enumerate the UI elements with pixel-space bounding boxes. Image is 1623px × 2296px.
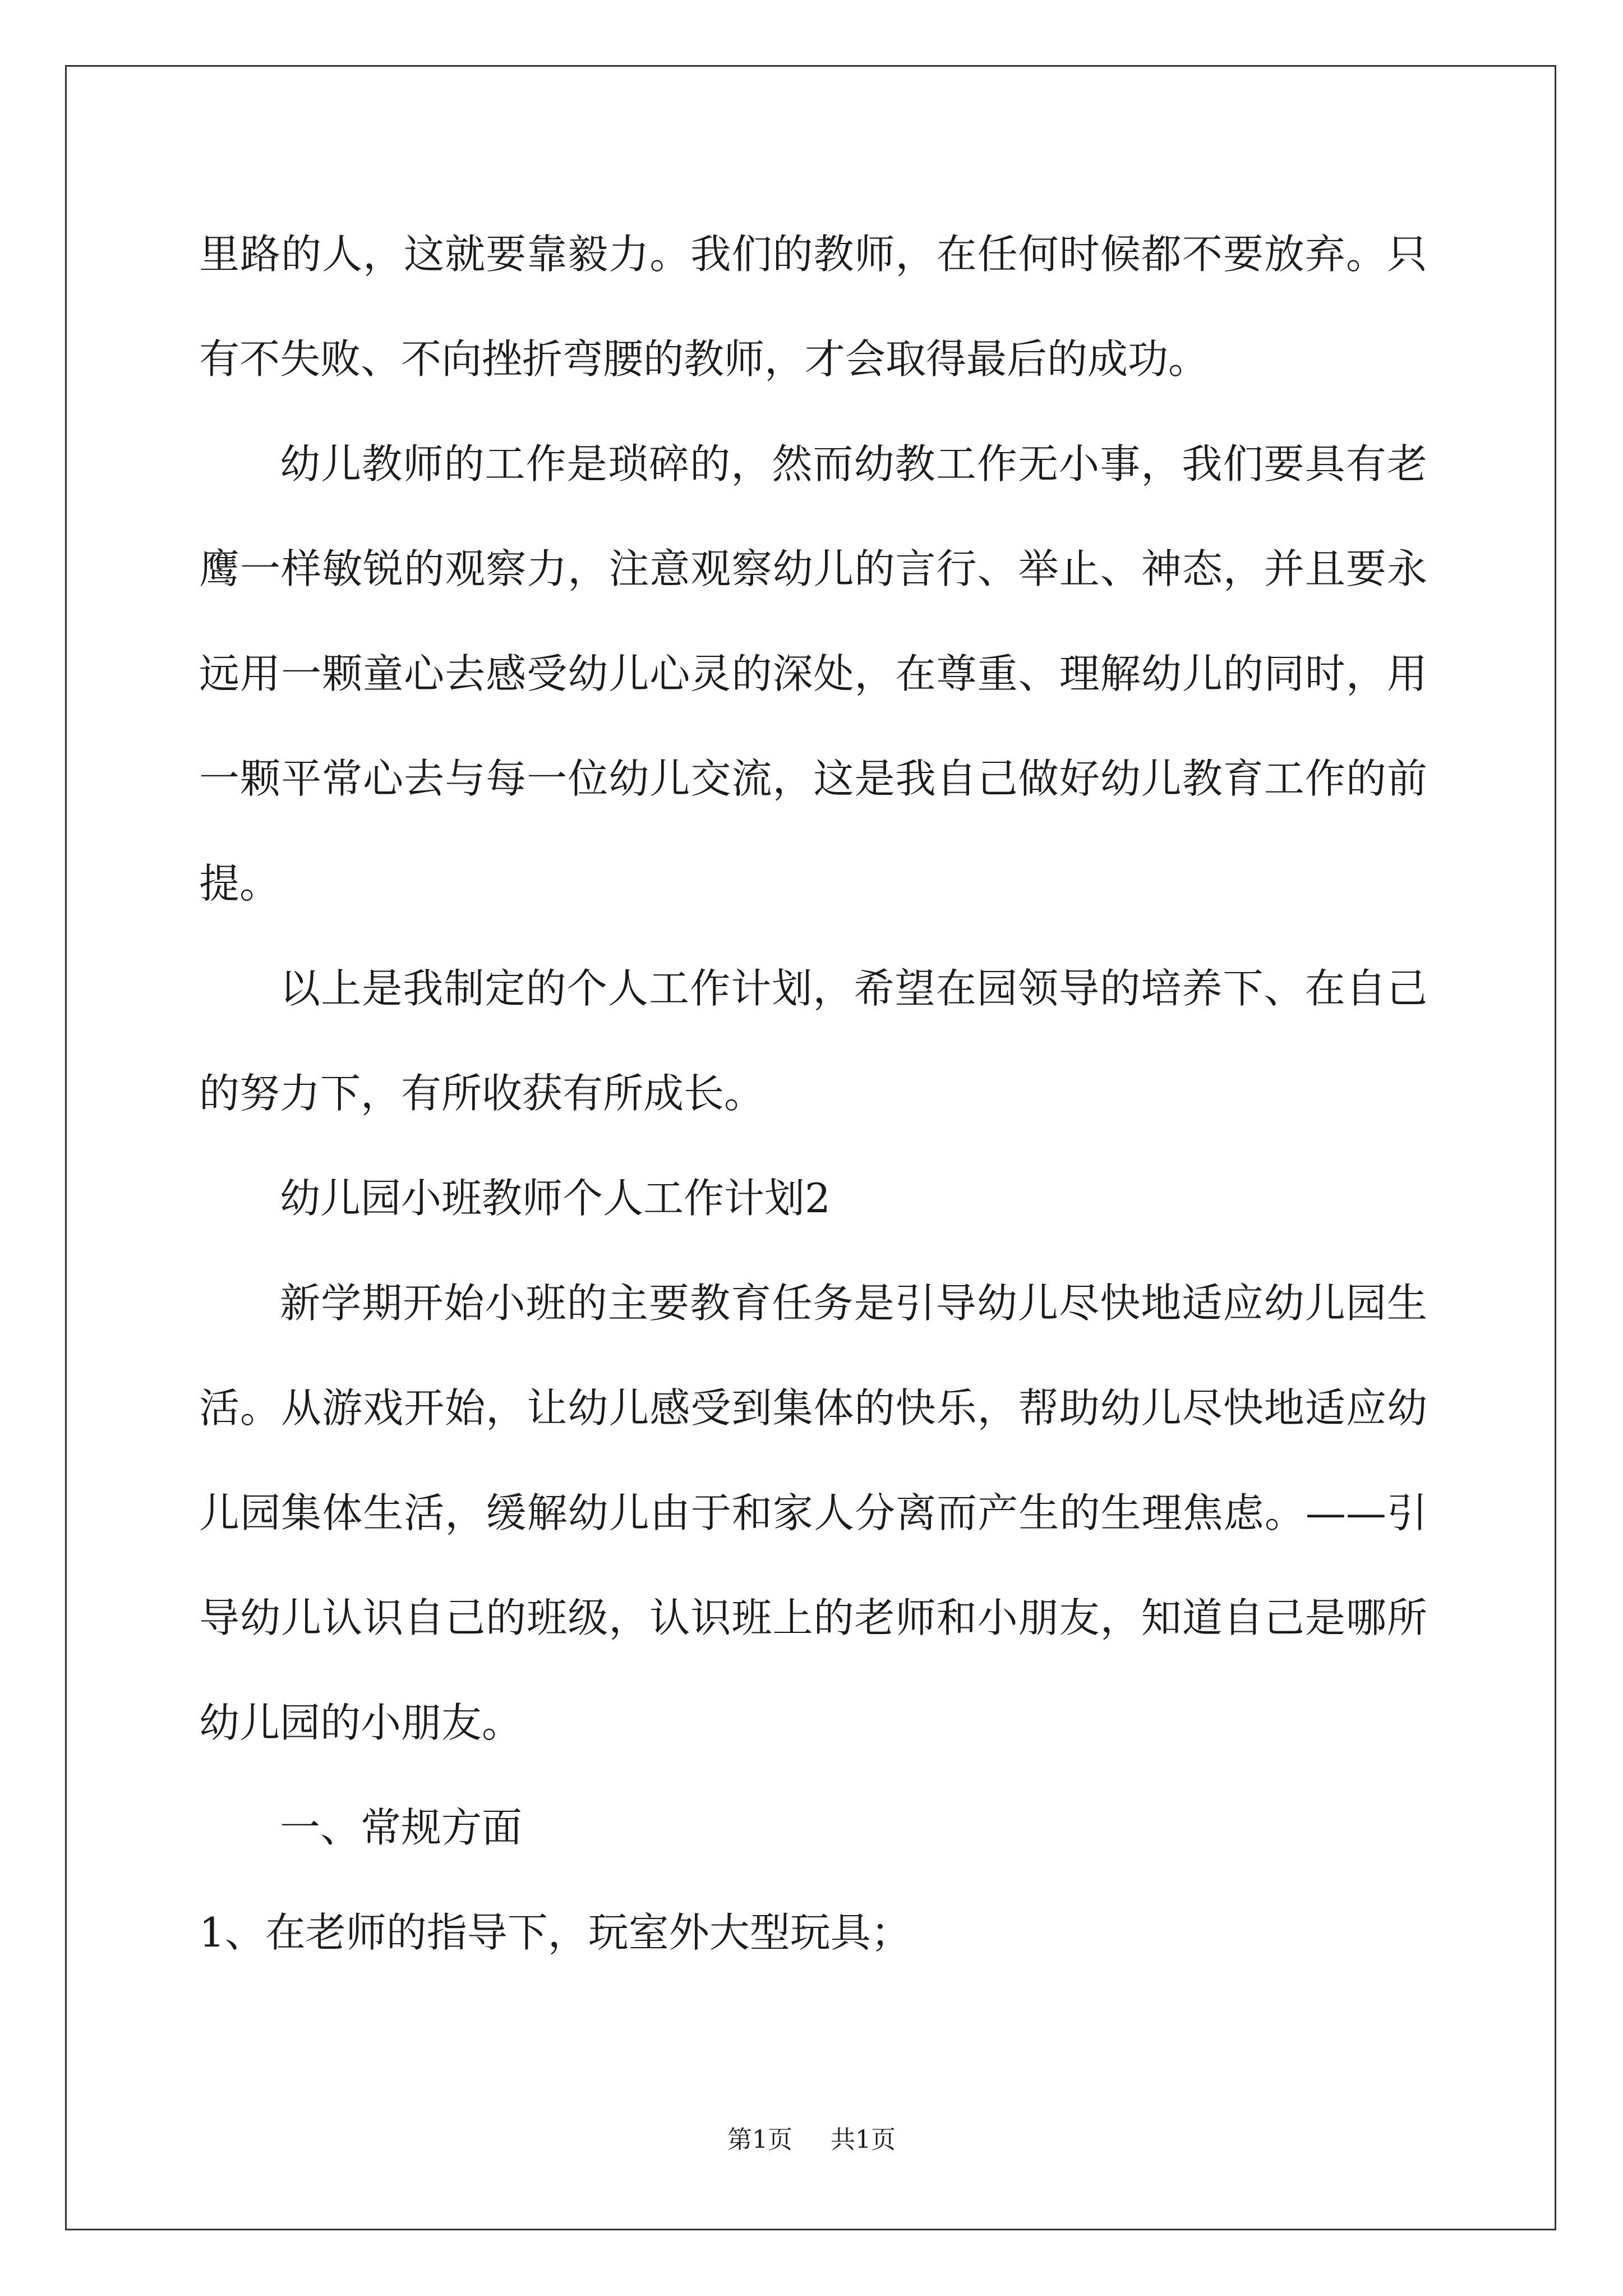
paragraph-3: 以上是我制定的个人工作计划，希望在园领导的培养下、在自己的努力下，有所收获有所成长。	[199, 965, 1427, 1117]
section-heading-plan-2: 幼儿园小班教师个人工作计划2	[280, 1175, 831, 1222]
paragraph-1: 里路的人，这就要靠毅力。我们的教师，在任何时候都不要放弃。只有不失败、不向挫折弯腰的教师，才会取得最后的成功。	[199, 231, 1427, 383]
page-footer	[0, 2119, 1623, 2155]
paragraph-5: 新学期开始小班的主要教育任务是引导幼儿尽快地适应幼儿园生活。从游戏开始，让幼儿感受到集体的快乐，帮助幼儿尽快地适应幼儿园集体生活，缓解幼儿由于和家人分离而产生的生理焦虑。——引导幼儿认识自己的班级，认识班上的老师和小朋友，知道自己是哪所幼儿园的小朋友。	[199, 1280, 1427, 1746]
page-number: 第1页	[727, 2125, 792, 2154]
document-body	[199, 202, 1427, 1985]
section-heading-routine: 一、常规方面	[280, 1804, 523, 1851]
list-item-1: 1、在老师的指导下，玩室外大型玩具；	[199, 1909, 911, 1956]
page-total: 共1页	[831, 2125, 896, 2154]
paragraph-2: 幼儿教师的工作是琐碎的，然而幼教工作无小事，我们要具有老鹰一样敏锐的观察力，注意观察幼儿的言行、举止、神态，并且要永远用一颗童心去感受幼儿心灵的深处，在尊重、理解幼儿的同时，用一颗平常心去与每一位幼儿交流，这是我自己做好幼儿教育工作的前提。	[199, 440, 1427, 907]
